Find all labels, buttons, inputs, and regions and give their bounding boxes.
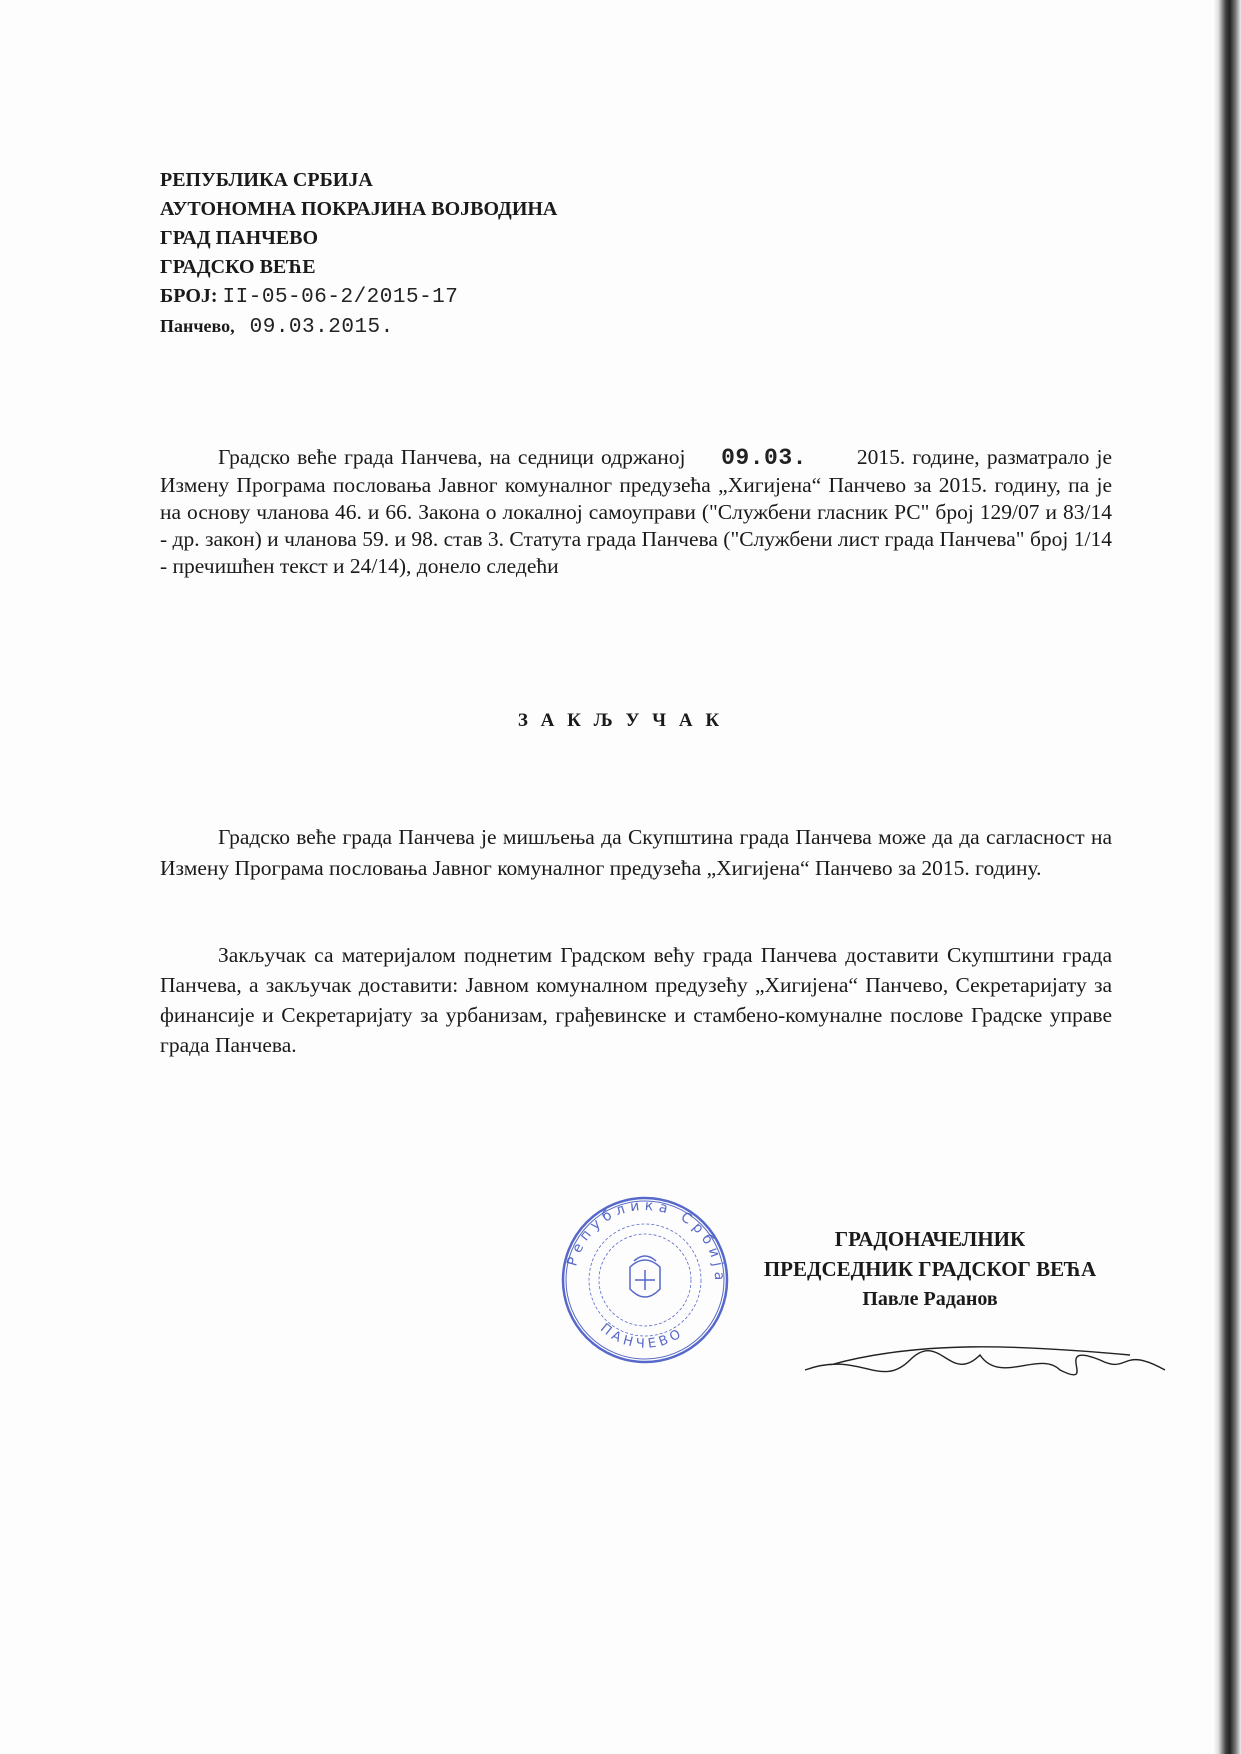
intro-before-date: Градско веће града Панчева, на седници одржаној (218, 445, 686, 469)
stamp-bottom-text: ПАНЧЕВО (597, 1320, 688, 1352)
intro-after-date: 2015. године, разматрало је Измену Програма пословања Јавног комуналног предузећа „Хигијена“ Панчево за 2015. годину, па је на основу чланова 46. и 66. Закона о локалној самоуправи ("Службени гласник РС" број 129/07 и 83/14 - др. закон) и чланова 59. и 98. став 3. Статута града Панчева ("Службени лист града Панчева" број 1/14 - пречишћен текст и 24/14), донело следећи (160, 445, 1113, 578)
session-date: 09.03. (721, 445, 807, 471)
document-title: З А К Љ У Ч А К (517, 710, 724, 731)
header-line-city: ГРАД ПАНЧЕВО (160, 227, 319, 249)
handwritten-signature (800, 1330, 1170, 1400)
number-value: II-05-06-2/2015-17 (222, 286, 459, 309)
number-label: БРОЈ: (160, 285, 218, 307)
header-line-council: ГРАДСКО ВЕЋЕ (160, 256, 316, 278)
coat-of-arms-icon (630, 1256, 660, 1297)
document-header (160, 166, 557, 342)
header-line-republic: РЕПУБЛИКА СРБИЈА (160, 169, 373, 191)
signature-title-mayor: ГРАДОНАЧЕЛНИК (834, 1227, 1026, 1251)
stamp-outer-text: Република Србија (564, 1197, 728, 1286)
header-number (160, 282, 557, 312)
signature-name: Павле Раданов (862, 1288, 998, 1310)
signature-block (700, 1224, 1160, 1314)
place-label: Панчево, (160, 316, 235, 336)
scan-edge (1213, 0, 1241, 1754)
intro-paragraph (160, 444, 1112, 580)
conclusion-paragraph: Градско веће града Панчева је мишљења да Скупштина града Панчева може да да сагласност на Измену Програма пословања Јавног комуналног предузећа „Хигијена“ Панчево за 2015. годину. (160, 825, 1112, 880)
header-line-province: АУТОНОМНА ПОКРАЈИНА ВОЈВОДИНА (160, 198, 558, 220)
signature-title-president: ПРЕДСЕДНИК ГРАДСКОГ ВЕЋА (763, 1257, 1097, 1281)
date-value: 09.03.2015. (249, 316, 394, 339)
delivery-paragraph: Закључак са материјалом поднетим Градском већу града Панчева доставити Скупштини града Панчева, а закључак доставити: Јавном комуналном предузећу „Хигијена“ Панчево, Секретаријату за финансије и Секретаријату за урбанизам, грађевинске и стамбено-комуналне послове Градске управе града Панчева. (160, 943, 1112, 1057)
header-place-date (160, 312, 557, 342)
